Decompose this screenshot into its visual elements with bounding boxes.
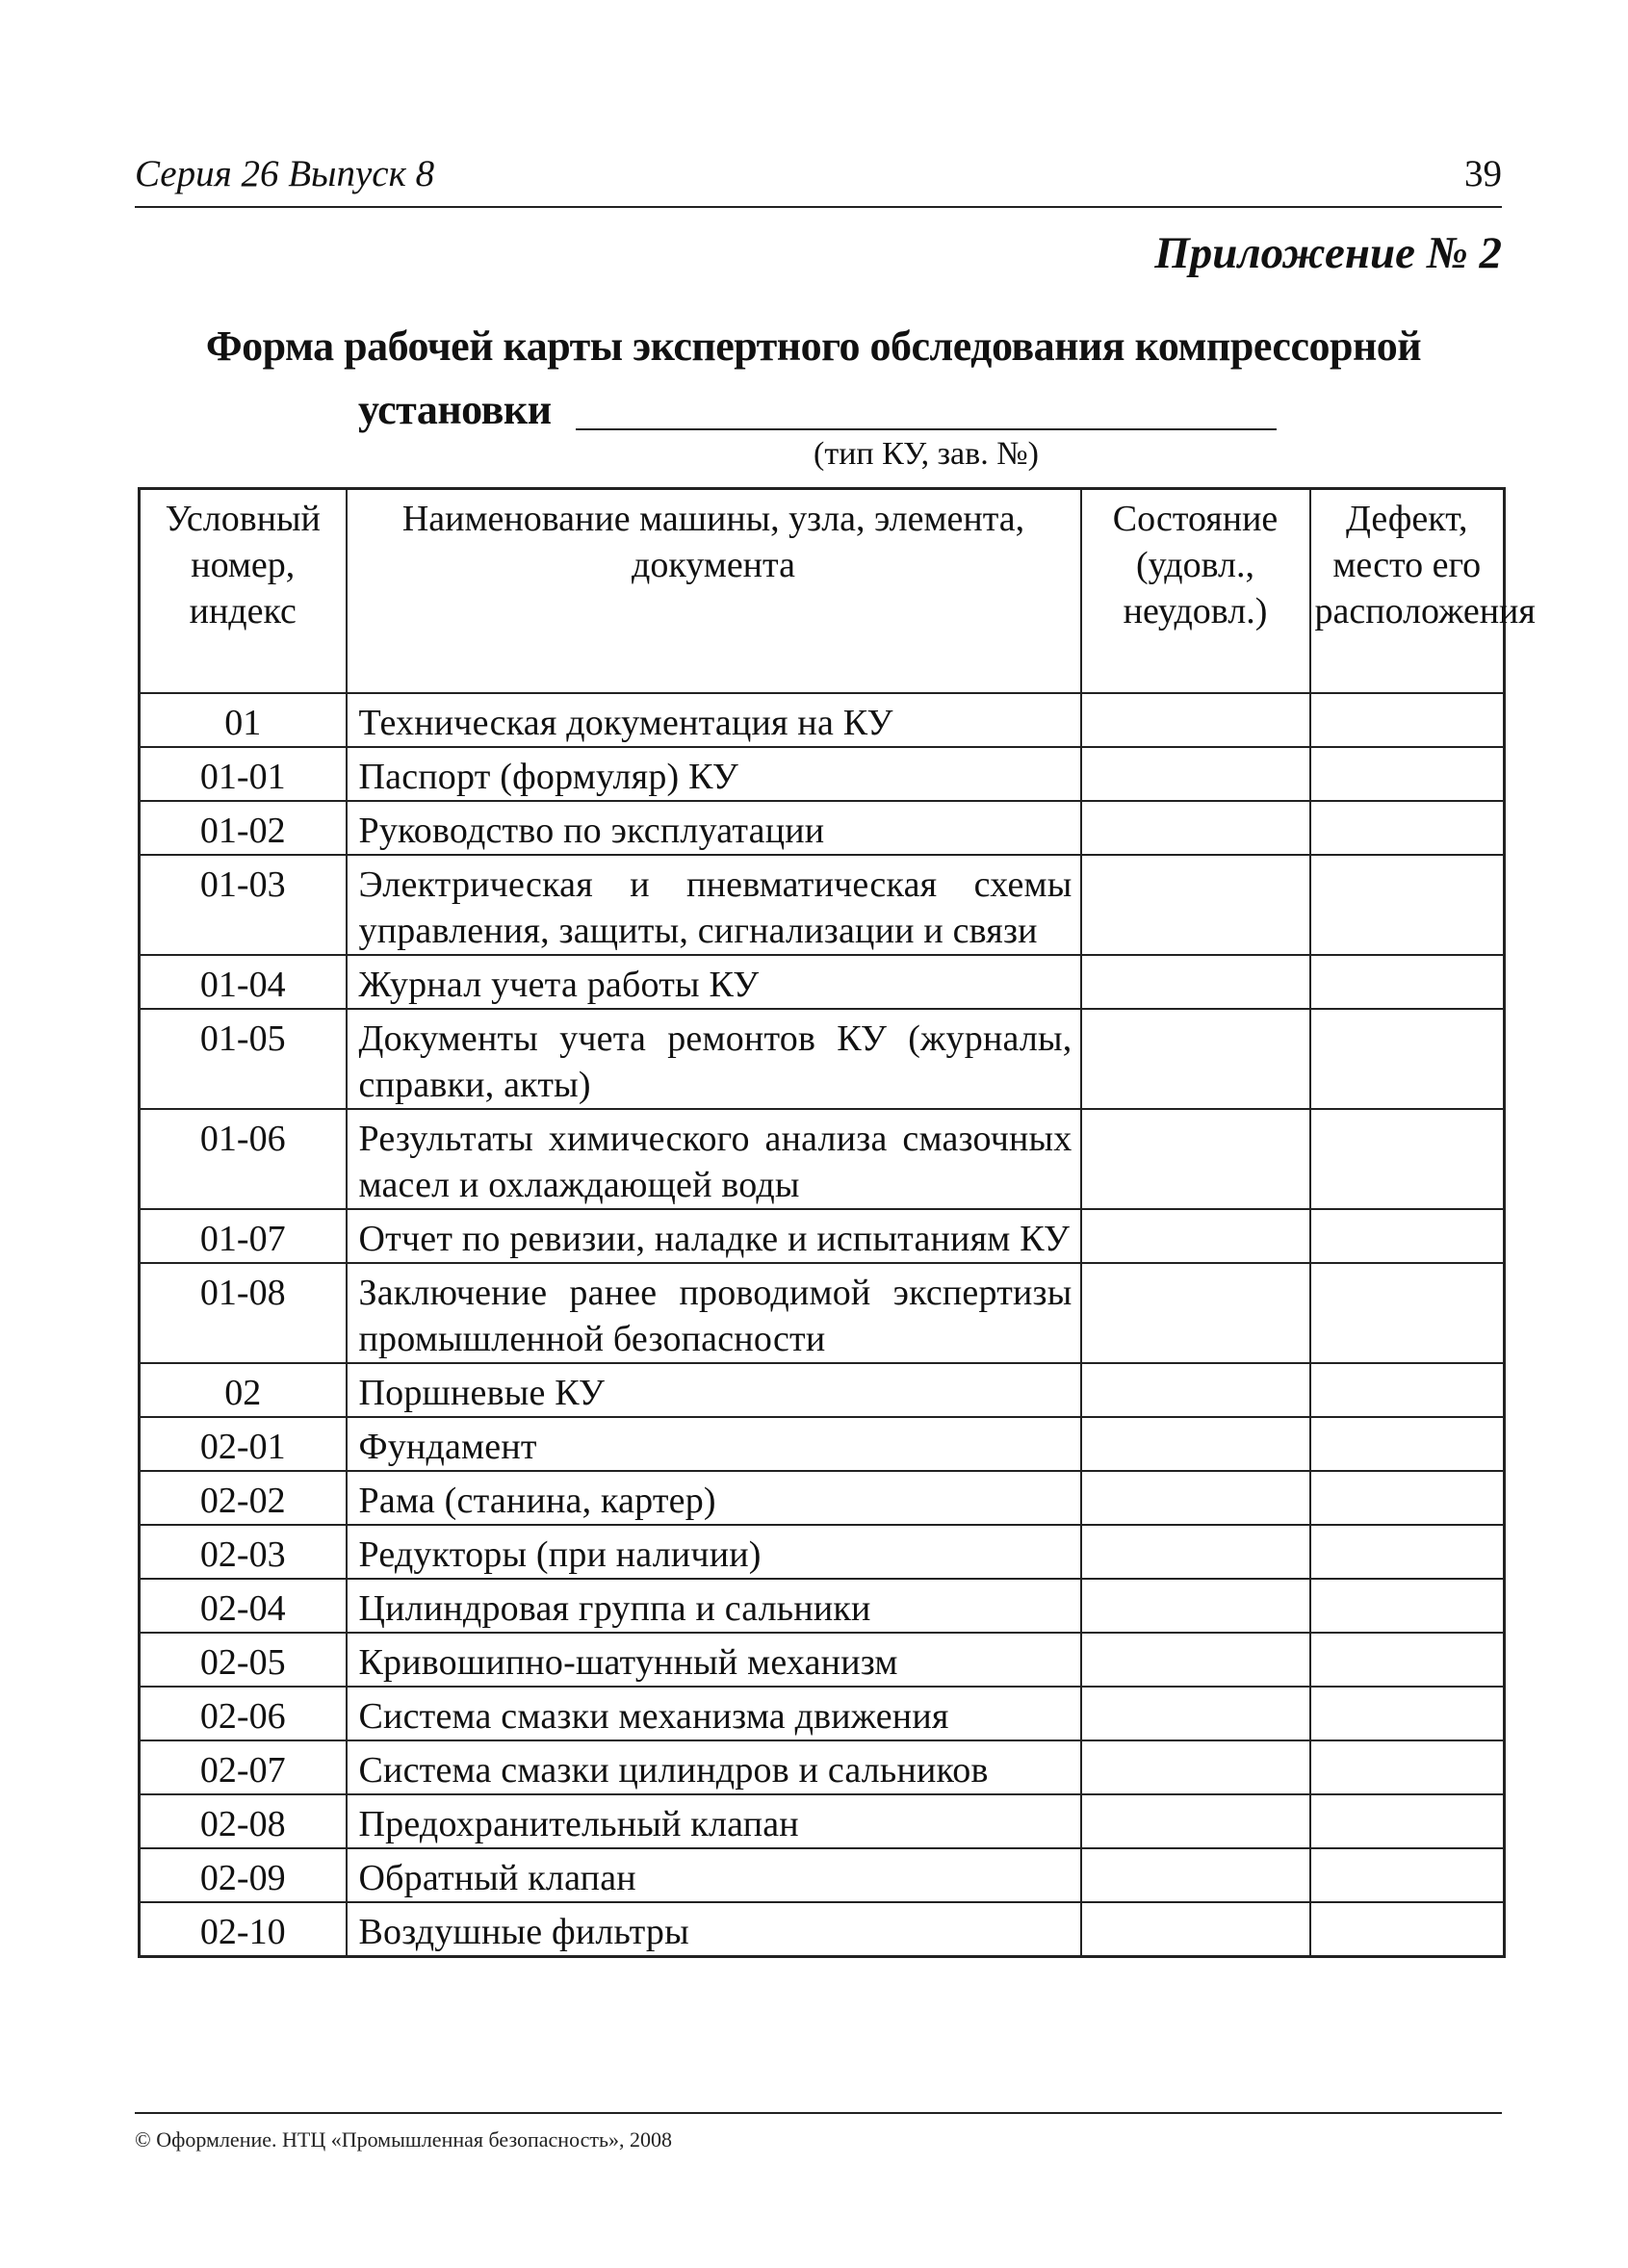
row-defect-cell [1310, 1009, 1505, 1109]
table-header-row [140, 489, 1505, 694]
row-state-cell [1081, 801, 1310, 855]
row-name: Обратный клапан [347, 1848, 1081, 1902]
row-defect-cell [1310, 1525, 1505, 1579]
row-defect-cell [1310, 1471, 1505, 1525]
row-name: Руководство по эксплуатации [347, 801, 1081, 855]
row-name: Паспорт (формуляр) КУ [347, 747, 1081, 801]
table-row [140, 955, 1505, 1009]
row-defect-cell [1310, 801, 1505, 855]
row-code: 02-08 [140, 1794, 347, 1848]
footer-copyright: © Оформление. НТЦ «Промышленная безопасность», 2008 [135, 2127, 673, 2152]
table-row [140, 1471, 1505, 1525]
table-row [140, 1848, 1505, 1902]
form-title-line2: установки [358, 386, 552, 433]
row-defect-cell [1310, 1633, 1505, 1687]
series-label: Серия 26 Выпуск 8 [135, 153, 435, 194]
table-row [140, 801, 1505, 855]
unit-type-hint: (тип КУ, зав. №) [814, 436, 1039, 472]
row-code: 01-03 [140, 855, 347, 955]
row-code: 02-03 [140, 1525, 347, 1579]
row-state-cell [1081, 1471, 1310, 1525]
unit-type-blank-line [576, 428, 1277, 430]
row-state-cell [1081, 1209, 1310, 1263]
row-code: 01-06 [140, 1109, 347, 1209]
row-name: Фундамент [347, 1417, 1081, 1471]
table-row [140, 1009, 1505, 1109]
row-code: 02 [140, 1363, 347, 1417]
row-state-cell [1081, 1525, 1310, 1579]
row-name: Воздушные фильтры [347, 1902, 1081, 1957]
row-code: 02-06 [140, 1687, 347, 1740]
row-name: Рама (станина, картер) [347, 1471, 1081, 1525]
table-row [140, 1633, 1505, 1687]
row-code: 02-01 [140, 1417, 347, 1471]
appendix-label: Приложение № 2 [1154, 228, 1502, 278]
row-name: Документы учета ремонтов КУ (журналы, справки, акты) [347, 1009, 1081, 1109]
table-row [140, 1109, 1505, 1209]
header-name: Наименование машины, узла, элемента, документа [347, 489, 1081, 694]
row-name: Отчет по ревизии, наладке и испытаниям КУ [347, 1209, 1081, 1263]
table-row [140, 693, 1505, 747]
row-defect-cell [1310, 1687, 1505, 1740]
row-name: Журнал учета работы КУ [347, 955, 1081, 1009]
row-code: 01-05 [140, 1009, 347, 1109]
row-defect-cell [1310, 747, 1505, 801]
row-defect-cell [1310, 1109, 1505, 1209]
row-name: Техническая документация на КУ [347, 693, 1081, 747]
row-state-cell [1081, 955, 1310, 1009]
row-state-cell [1081, 1109, 1310, 1209]
row-state-cell [1081, 1687, 1310, 1740]
row-defect-cell [1310, 1794, 1505, 1848]
row-code: 02-04 [140, 1579, 347, 1633]
row-code: 01-04 [140, 955, 347, 1009]
table-row [140, 1902, 1505, 1957]
row-state-cell [1081, 1794, 1310, 1848]
row-state-cell [1081, 1579, 1310, 1633]
table-row [140, 1687, 1505, 1740]
row-code: 01-01 [140, 747, 347, 801]
row-name: Электрическая и пневматическая схемы управления, защиты, сигнализации и связи [347, 855, 1081, 955]
row-state-cell [1081, 855, 1310, 955]
table-row [140, 1363, 1505, 1417]
row-state-cell [1081, 1417, 1310, 1471]
row-name: Поршневые КУ [347, 1363, 1081, 1417]
running-head [135, 152, 1502, 208]
table-row [140, 1579, 1505, 1633]
row-name: Кривошипно-шатунный механизм [347, 1633, 1081, 1687]
row-code: 01-08 [140, 1263, 347, 1363]
table-row [140, 1794, 1505, 1848]
row-state-cell [1081, 693, 1310, 747]
row-defect-cell [1310, 1417, 1505, 1471]
row-defect-cell [1310, 855, 1505, 955]
table-row [140, 1209, 1505, 1263]
row-code: 02-05 [140, 1633, 347, 1687]
row-defect-cell [1310, 1740, 1505, 1794]
row-code: 02-07 [140, 1740, 347, 1794]
row-defect-cell [1310, 955, 1505, 1009]
row-name: Результаты химического анализа смазочных масел и охлаждающей воды [347, 1109, 1081, 1209]
row-name: Предохранительный клапан [347, 1794, 1081, 1848]
table-row [140, 747, 1505, 801]
page-number: 39 [1464, 153, 1502, 194]
table-body [140, 693, 1505, 1957]
row-name: Система смазки механизма движения [347, 1687, 1081, 1740]
row-state-cell [1081, 1902, 1310, 1957]
row-name: Редукторы (при наличии) [347, 1525, 1081, 1579]
row-state-cell [1081, 1009, 1310, 1109]
row-defect-cell [1310, 1363, 1505, 1417]
row-defect-cell [1310, 693, 1505, 747]
row-defect-cell [1310, 1902, 1505, 1957]
row-code: 01-07 [140, 1209, 347, 1263]
row-defect-cell [1310, 1209, 1505, 1263]
row-state-cell [1081, 1263, 1310, 1363]
table-row [140, 855, 1505, 955]
row-code: 02-10 [140, 1902, 347, 1957]
row-name: Цилиндровая группа и сальники [347, 1579, 1081, 1633]
row-code: 01-02 [140, 801, 347, 855]
row-code: 01 [140, 693, 347, 747]
row-name: Система смазки цилиндров и сальников [347, 1740, 1081, 1794]
row-code: 02-02 [140, 1471, 347, 1525]
row-state-cell [1081, 1848, 1310, 1902]
table-row [140, 1417, 1505, 1471]
row-defect-cell [1310, 1848, 1505, 1902]
header-code: Условный номер, индекс [140, 489, 347, 694]
row-state-cell [1081, 1740, 1310, 1794]
row-defect-cell [1310, 1579, 1505, 1633]
footer-divider [135, 2112, 1502, 2114]
header-state: Состояние (удовл., неудовл.) [1081, 489, 1310, 694]
row-state-cell [1081, 1633, 1310, 1687]
row-name: Заключение ранее проводимой экспертизы промышленной безопасности [347, 1263, 1081, 1363]
row-state-cell [1081, 747, 1310, 801]
table-row [140, 1525, 1505, 1579]
row-state-cell [1081, 1363, 1310, 1417]
row-defect-cell [1310, 1263, 1505, 1363]
inspection-card-table [138, 487, 1536, 1958]
table-row [140, 1263, 1505, 1363]
table-row [140, 1740, 1505, 1794]
header-defect: Дефект, место его расположения [1310, 489, 1505, 694]
row-code: 02-09 [140, 1848, 347, 1902]
form-title: Форма рабочей карты экспертного обследования компрессорной [205, 322, 1422, 370]
